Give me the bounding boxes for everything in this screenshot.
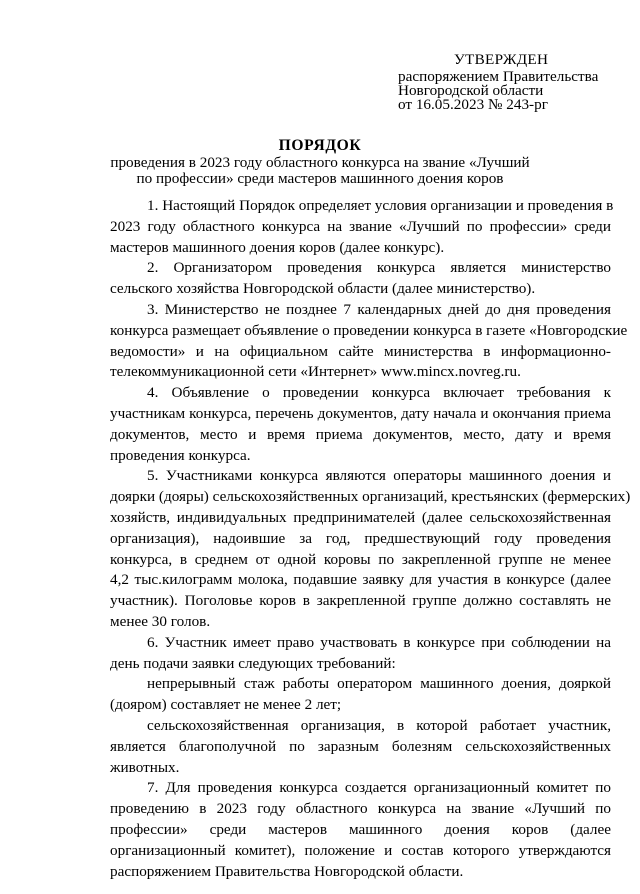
subtitle-line: по профессии» среди мастеров машинного доения коров xyxy=(136,170,504,187)
approval-line: Новгородской области xyxy=(398,82,544,99)
paragraph-p1 xyxy=(110,196,614,258)
paragraph-line: 7. Для проведения конкурса создается организационный комитет по xyxy=(147,779,611,797)
paragraph-line: участник). Поголовье коров в закрепленной группе должно составлять не xyxy=(110,592,611,610)
paragraph-line: организация), надоившие за год, предшествующий году проведения xyxy=(110,529,611,547)
paragraph-line: 3. Министерство не позднее 7 календарных дней до дня проведения xyxy=(147,300,611,318)
paragraph-line: 6. Участник имеет право участвовать в конкурсе при соблюдении на xyxy=(147,633,611,651)
paragraph-p6 xyxy=(110,633,611,675)
paragraph-p5 xyxy=(110,466,631,632)
approval-title: УТВЕРЖДЕН xyxy=(454,51,549,68)
paragraph-line: 2023 году областного конкурса на звание «Лучший по профессии» среди xyxy=(110,217,611,235)
paragraph-p7 xyxy=(110,778,611,882)
paragraph-line: хозяйств, индивидуальных предпринимателей (далее сельскохозяйственная xyxy=(110,508,611,526)
paragraph-line: телекоммуникационной сети «Интернет» www.mincx.novreg.ru. xyxy=(110,363,521,381)
paragraph-line: ведомости» и на официальном сайте министерства в информационно- xyxy=(110,342,611,360)
paragraph-p6a xyxy=(110,674,611,716)
document-body xyxy=(110,196,631,882)
paragraph-line: непрерывный стаж работы оператором машинного доения, дояркой xyxy=(147,675,611,693)
paragraph-line: животных. xyxy=(110,758,180,776)
paragraph-p3 xyxy=(110,300,628,383)
paragraph-line: доярки (дояры) сельскохозяйственных организаций, крестьянских (фермерских) xyxy=(110,488,631,506)
paragraph-line: сельского хозяйства Новгородской области (далее министерство). xyxy=(110,280,536,298)
paragraph-line: 4. Объявление о проведении конкурса включает требования к xyxy=(147,384,611,402)
paragraph-line: является благополучной по заразным болезням сельскохозяйственных xyxy=(110,737,611,755)
paragraph-line: 2. Организатором проведения конкурса является министерство xyxy=(147,259,611,277)
paragraph-line: документов, место и время приема документов, место, дату и время xyxy=(110,425,611,443)
approval-line: распоряжением Правительства xyxy=(398,68,599,85)
paragraph-p4 xyxy=(110,383,611,466)
paragraph-line: 5. Участниками конкурса являются операторы машинного доения и xyxy=(147,467,611,485)
paragraph-line: проведения конкурса. xyxy=(110,446,251,464)
paragraph-line: распоряжением Правительства Новгородской области. xyxy=(110,862,464,880)
subtitle-line: проведения в 2023 году областного конкурса на звание «Лучший xyxy=(110,154,530,171)
paragraph-line: день подачи заявки следующих требований: xyxy=(110,654,396,672)
paragraph-line: (дояром) составляет не менее 2 лет; xyxy=(110,696,342,714)
document-title: ПОРЯДОК xyxy=(278,137,362,154)
paragraph-p6b xyxy=(110,716,611,778)
approval-line: от 16.05.2023 № 243-рг xyxy=(398,96,548,113)
paragraph-line: профессии» среди мастеров машинного доения коров (далее xyxy=(110,820,611,838)
paragraph-line: 1. Настоящий Порядок определяет условия организации и проведения в xyxy=(147,197,614,214)
paragraph-line: конкурса размещает объявление о проведении конкурса в газете «Новгородские xyxy=(110,321,628,339)
paragraph-line: конкурса, в среднем от одной коровы по закрепленной группе не менее xyxy=(110,550,611,568)
paragraph-p2 xyxy=(110,258,611,300)
paragraph-line: участникам конкурса, перечень документов, дату начала и окончания приема xyxy=(110,404,611,422)
paragraph-line: сельскохозяйственная организация, в которой работает участник, xyxy=(147,716,611,734)
paragraph-line: менее 30 голов. xyxy=(110,612,211,630)
paragraph-line: 4,2 тыс.килограмм молока, подавшие заявку для участия в конкурсе (далее xyxy=(110,571,611,589)
approval-block xyxy=(398,70,598,112)
paragraph-line: проведению в 2023 году областного конкурса на звание «Лучший по xyxy=(110,800,611,818)
paragraph-line: организационный комитет), положение и состав которого утверждаются xyxy=(110,841,611,859)
paragraph-line: мастеров машинного доения коров (далее конкурс). xyxy=(110,238,445,256)
document-subtitle xyxy=(110,155,530,187)
